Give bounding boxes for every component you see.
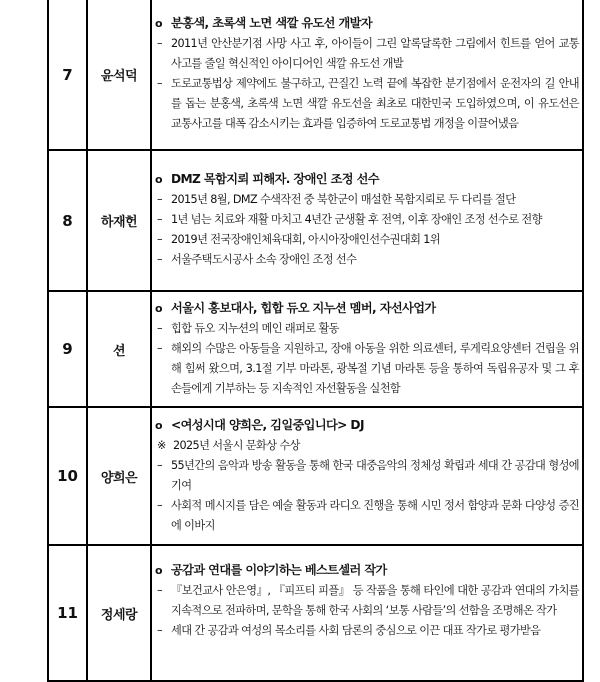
headline-text: <여성시대 양희은, 김일중입니다> DJ xyxy=(171,417,364,432)
description-cell xyxy=(151,545,583,681)
list-item xyxy=(155,74,579,134)
table-row xyxy=(48,291,583,407)
dash-bullet-icon: – xyxy=(157,624,162,637)
reference-mark-icon: ※ xyxy=(157,438,166,452)
person-name: 양희은 xyxy=(87,407,151,545)
headline xyxy=(155,415,579,436)
list-item xyxy=(155,621,579,641)
awardee-table xyxy=(47,0,584,682)
circle-bullet-icon: o xyxy=(155,301,162,315)
dash-bullet-icon: – xyxy=(157,213,162,226)
row-number: 11 xyxy=(48,545,87,681)
person-name: 하재헌 xyxy=(87,150,151,291)
row-number: 9 xyxy=(48,291,87,407)
list-item-text: 『보건교사 안은영』, 『피프티 피플』 등 작품을 통해 타인에 대한 공감과 연대의 가치를 지속적으로 전파하며, 문학을 통해 한국 사회의 ‘보통 사람들’의 선함을 조명해온 작가 xyxy=(171,584,579,617)
headline-text: DMZ 목함지뢰 피해자. 장애인 조정 선수 xyxy=(171,172,379,186)
award-note-text: 2025년 서울시 문화상 수상 xyxy=(173,438,300,452)
headline xyxy=(155,560,579,581)
row-number: 10 xyxy=(48,407,87,545)
list-item-text: 55년간의 음악과 방송 활동을 통해 한국 대중음악의 정체성 확립과 세대 간 공감대 형성에 기여 xyxy=(171,458,579,492)
person-name: 윤석덕 xyxy=(87,0,151,150)
list-item xyxy=(155,339,579,399)
list-item xyxy=(155,456,579,496)
list-item-text: 2011년 안산분기점 사망 사고 후, 아이들이 그린 알록달록한 그림에서 힌트를 얻어 교통사고를 줄일 혁신적인 아이디어인 색깔 유도선 개발 xyxy=(171,37,579,70)
table-row xyxy=(48,545,583,681)
circle-bullet-icon: o xyxy=(155,17,162,30)
list-item xyxy=(155,319,579,339)
list-item-text: 힙합 듀오 지누션의 메인 래퍼로 활동 xyxy=(171,321,339,335)
circle-bullet-icon: o xyxy=(155,418,162,432)
description-cell xyxy=(151,407,583,545)
row-number: 7 xyxy=(48,0,87,150)
table-row xyxy=(48,407,583,545)
dash-bullet-icon: – xyxy=(157,37,162,50)
list-item-text: 2015년 8월, DMZ 수색작전 중 북한군이 매설한 목함지뢰로 두 다리를 절단 xyxy=(171,193,516,206)
dash-bullet-icon: – xyxy=(157,498,162,512)
dash-bullet-icon: – xyxy=(157,253,162,266)
headline xyxy=(155,298,579,319)
dash-bullet-icon: – xyxy=(157,321,162,335)
dash-bullet-icon: – xyxy=(157,77,162,90)
dash-bullet-icon: – xyxy=(157,341,162,355)
award-note xyxy=(155,436,579,456)
person-name: 션 xyxy=(87,291,151,407)
table-row xyxy=(48,150,583,291)
description-cell xyxy=(151,0,583,150)
list-item xyxy=(155,34,579,74)
headline xyxy=(155,169,579,190)
dash-bullet-icon: – xyxy=(157,193,162,206)
table-row xyxy=(48,0,583,150)
dash-bullet-icon: – xyxy=(157,584,162,597)
list-item-text: 도로교통법상 제약에도 불구하고, 끈질긴 노력 끝에 복잡한 분기점에서 운전자의 길 안내를 돕는 분홍색, 초록색 노면 색깔 유도선을 최초로 대한민국 도입하였으며, 이 유도선은 교통사고를 대폭 감소시키는 효과를 입증하여 도로교통법 개정을 이끌어냈음 xyxy=(171,77,579,130)
person-name: 정세랑 xyxy=(87,545,151,681)
headline xyxy=(155,13,579,34)
dash-bullet-icon: – xyxy=(157,233,162,246)
list-item xyxy=(155,190,579,210)
headline-text: 공감과 연대를 이야기하는 베스트셀러 작가 xyxy=(171,563,387,577)
list-item-text: 서울주택도시공사 소속 장애인 조정 선수 xyxy=(171,253,357,266)
circle-bullet-icon: o xyxy=(155,173,162,186)
list-item-text: 1년 넘는 치료와 재활 마치고 4년간 군생활 후 전역, 이후 장애인 조정 선수로 전향 xyxy=(171,213,542,226)
list-item xyxy=(155,496,579,536)
headline-text: 분홍색, 초록색 노면 색깔 유도선 개발자 xyxy=(171,16,373,30)
list-item-text: 해외의 수많은 아동들을 지원하고, 장애 아동을 위한 의료센터, 루게릭요양센터 건립을 위해 힘써 왔으며, 3.1절 기부 마라톤, 광복절 기념 마라톤 등을 통하여 독립유공자 및 그 후손들에게 기부하는 등 지속적인 자선활동을 실천함 xyxy=(171,341,579,395)
list-item xyxy=(155,210,579,230)
list-item xyxy=(155,250,579,270)
list-item-text: 2019년 전국장애인체육대회, 아시아장애인선수권대회 1위 xyxy=(171,233,440,246)
circle-bullet-icon: o xyxy=(155,564,162,577)
list-item xyxy=(155,230,579,250)
dash-bullet-icon: – xyxy=(157,458,162,472)
headline-text: 서울시 홍보대사, 힙합 듀오 지누션 멤버, 자선사업가 xyxy=(171,300,436,315)
list-item xyxy=(155,581,579,621)
description-cell xyxy=(151,291,583,407)
description-cell xyxy=(151,150,583,291)
list-item-text: 세대 간 공감과 여성의 목소리를 사회 담론의 중심으로 이끈 대표 작가로 평가받음 xyxy=(171,624,541,637)
row-number: 8 xyxy=(48,150,87,291)
list-item-text: 사회적 메시지를 담은 예술 활동과 라디오 진행을 통해 시민 정서 함양과 문화 다양성 증진에 이바지 xyxy=(171,498,579,532)
